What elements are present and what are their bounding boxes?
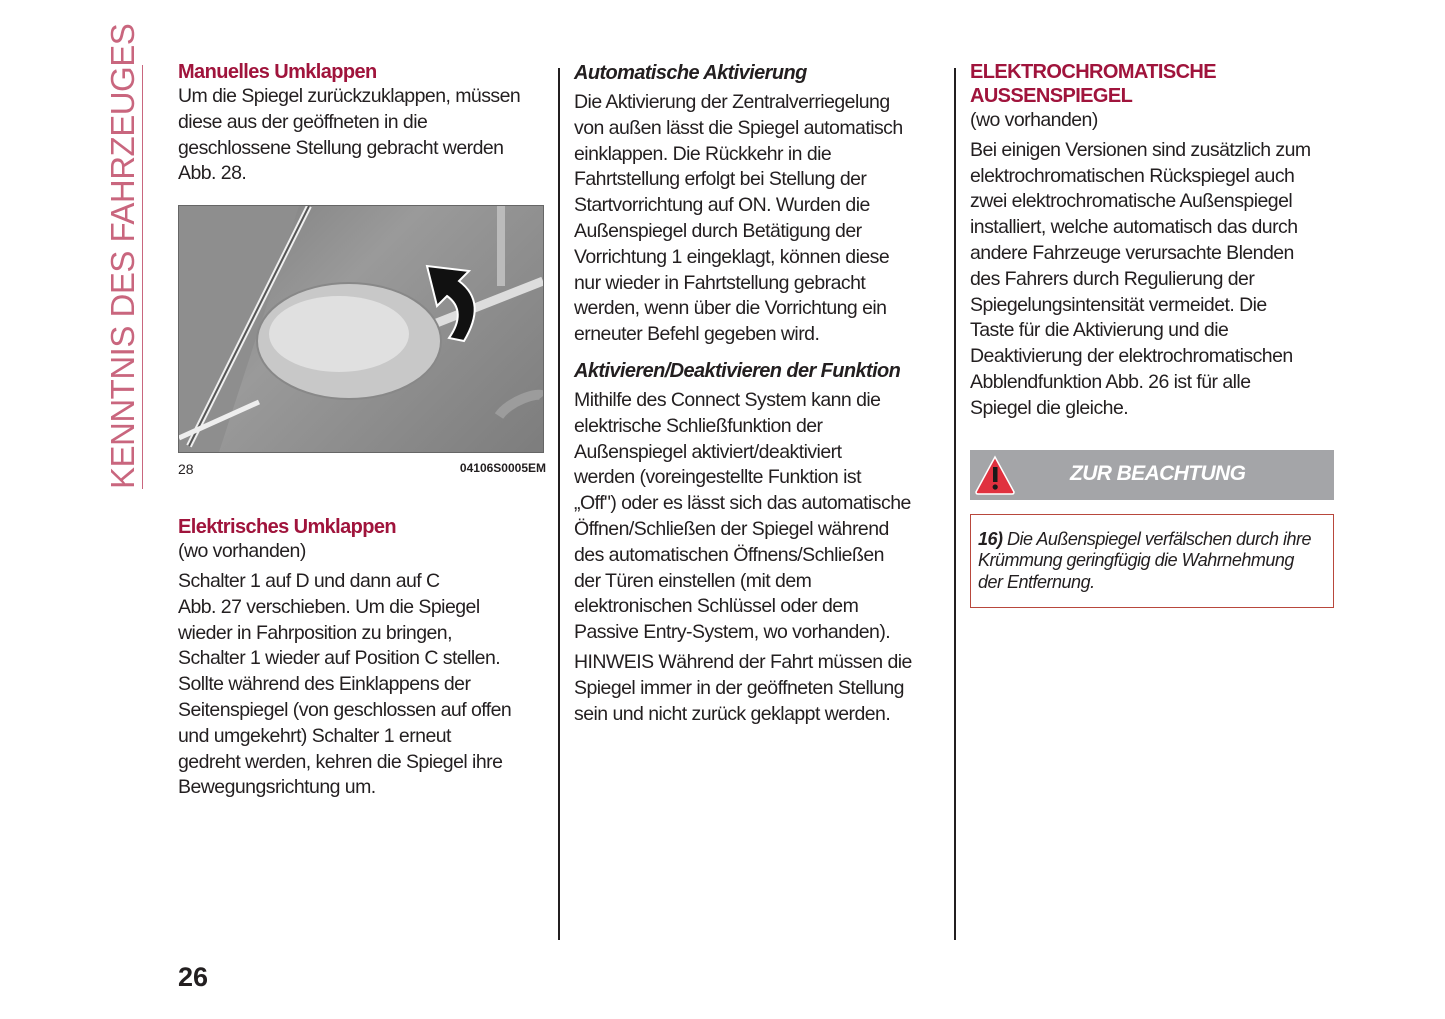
column-2 (574, 60, 944, 727)
heading-activate-deactivate: Aktivieren/Deaktivieren der Funktion (574, 359, 901, 382)
note-number: 16) (978, 528, 1003, 549)
paragraph: Schalter 1 auf D und dann auf C Abb. 27 verschieben. Um die Spiegel wieder in Fahrposition zu bringen, Schalter 1 wieder auf Position C stellen. Sollte während des Einklappens der Seitenspiegel (von geschlossen auf offen und umgekehrt) Schalter 1 erneut gedreht werden, kehren die Spiegel ihre Bewegungsrichtung um. (178, 569, 512, 799)
mirror-figure (178, 205, 544, 453)
paragraph: Die Aktivierung der Zentralverriegelung von außen lässt die Spiegel automatisch einklappen. Die Rückkehr in die Fahrtstellung erfolgt bei Stellung der Startvorrichtung auf ON. Wurden die Außenspiegel durch Betätigung der Vorrichtung 1 eingeklagt, können diese nur wieder in Fahrtstellung gebracht werden, wenn über die Vorrichtung ein erneuter Befehl gegeben wird. (574, 91, 903, 346)
column-3 (970, 60, 1334, 608)
heading-automatic-activation: Automatische Aktivierung (574, 62, 807, 84)
warning-note (970, 514, 1334, 609)
heading-manual-folding: Manuelles Umklappen (178, 61, 377, 83)
paragraph: Bei einigen Versionen sind zusätzlich zum elektrochromatischen Rückspiegel auch zwei elektrochromatische Außenspiegel installiert, welche automatisch das durch andere Fahrzeuge verursachte Blenden des Fahrers durch Regulierung der Spiegelungsintensität vermeidet. Die Taste für die Aktivierung und die Deaktivierung der elektrochromatischen Abblendfunktion Abb. 26 ist für alle Spiegel die gleiche. (970, 138, 1311, 419)
figure-number: 28 (178, 461, 194, 478)
chapter-title: KENNTNIS DES FAHRZEUGES (104, 23, 141, 489)
figure-code: 04106S0005EM (459, 461, 546, 476)
warning-triangle-icon (974, 454, 1016, 496)
column-divider (558, 68, 560, 940)
availability-note: (wo vorhanden) (178, 540, 306, 563)
mirror-illustration (179, 206, 543, 452)
warning-banner (970, 450, 1334, 500)
note-text: Die Außenspiegel verfälschen durch ihre Krümmung geringfügig die Wahrnehmung der Entfernung. (978, 528, 1312, 592)
notice-paragraph: HINWEIS Während der Fahrt müssen die Spiegel immer in der geöffneten Stellung sein und nicht zurück geklappt werden. (574, 650, 912, 725)
heading-electric-folding: Elektrisches Umklappen (178, 516, 397, 539)
paragraph: Um die Spiegel zurückzuklappen, müssen diese aus der geöffneten in die geschlossene Stellung gebracht werden Abb. 28. (178, 85, 521, 185)
page-number: 26 (178, 962, 209, 992)
column-1 (178, 60, 546, 801)
availability-note: (wo vorhanden) (970, 109, 1098, 131)
heading-electrochromatic-mirrors: ELEKTROCHROMATISCHE AUSSENSPIEGEL (970, 61, 1217, 107)
chapter-sidebar (104, 23, 143, 489)
figure-caption (178, 461, 546, 477)
paragraph: Mithilfe des Connect System kann die elektrische Schließfunktion der Außenspiegel aktiviert/deaktiviert werden (voreingestellte Funktion ist „Off") oder es lässt sich das automatische Öffnen/Schließen der Spiegel während des automatischen Öffnens/Schließen der Türen einstellen (mit dem elektronischen Schlüssel oder dem Passive Entry-System, wo vorhanden). (574, 388, 911, 644)
column-divider (954, 68, 956, 940)
warning-title: ZUR BEACHTUNG (1070, 461, 1246, 485)
